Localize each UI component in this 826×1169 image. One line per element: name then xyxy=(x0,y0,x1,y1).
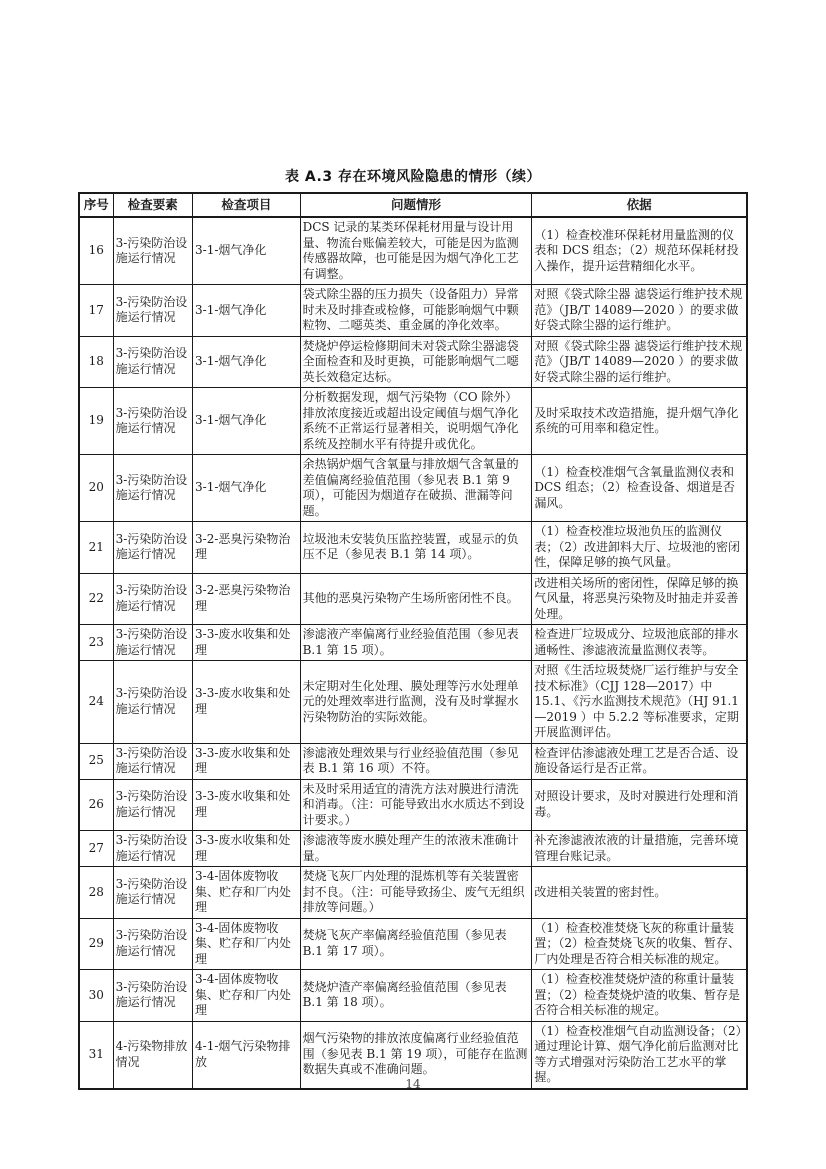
cell-problem: 焚烧飞灰产率偏离经验值范围（参见表 B.1 第 17 项）。 xyxy=(300,918,532,970)
cell-item: 3-1-烟气净化 xyxy=(193,336,301,388)
cell-basis: （1）检查校准垃圾池负压的监测仪表；（2）改进卸料大厅、垃圾池的密闭性，保障足够的换气风量。 xyxy=(532,522,747,574)
table-row xyxy=(79,522,747,574)
cell-basis: 补充渗滤液浓液的计量措施，完善环境管理台账记录。 xyxy=(532,831,747,867)
table-row xyxy=(79,455,747,522)
cell-no: 24 xyxy=(79,661,113,744)
table-row xyxy=(79,867,747,919)
cell-basis: （1）检查校准烟气含氧量监测仪表和 DCS 组态；（2）检查设备、烟道是否漏风。 xyxy=(532,455,747,522)
cell-basis: （1）检查校准环保耗材用量监测的仪表和 DCS 组态；（2）规范环保耗材投入操作，提升运营精细化水平。 xyxy=(532,217,747,285)
cell-problem: 焚烧炉渣产率偏离经验值范围（参见表 B.1 第 18 项）。 xyxy=(300,970,532,1022)
cell-item: 3-4-固体废物收集、贮存和厂内处理 xyxy=(193,970,301,1022)
cell-no: 18 xyxy=(79,336,113,388)
cell-no: 30 xyxy=(79,970,113,1022)
cell-basis: （1）检查校准焚烧炉渣的称重计量装置；（2）检查焚烧炉渣的收集、暂存是否符合相关标准的规定。 xyxy=(532,970,747,1022)
cell-no: 29 xyxy=(79,918,113,970)
cell-no: 22 xyxy=(79,573,113,625)
cell-basis: 及时采取技术改造措施，提升烟气净化系统的可用率和稳定性。 xyxy=(532,388,747,455)
header-problem: 问题情形 xyxy=(300,193,532,217)
cell-no: 16 xyxy=(79,217,113,285)
cell-no: 23 xyxy=(79,625,113,661)
cell-no: 25 xyxy=(79,743,113,779)
cell-basis: 检查评估渗滤液处理工艺是否合适、设施设备运行是否正常。 xyxy=(532,743,747,779)
cell-item: 4-1-烟气污染物排放 xyxy=(193,1021,301,1089)
cell-basis: 对照设计要求，及时对膜进行处理和消毒。 xyxy=(532,779,747,831)
table-row xyxy=(79,573,747,625)
cell-item: 3-1-烟气净化 xyxy=(193,455,301,522)
cell-basis: （1）检查校准烟气自动监测设备；（2）通过理论计算、烟气净化前后监测对比等方式增强对污染防治工艺水平的掌握。 xyxy=(532,1021,747,1089)
cell-element: 3-污染防治设施运行情况 xyxy=(113,336,192,388)
table-body xyxy=(79,217,747,1089)
cell-element: 3-污染防治设施运行情况 xyxy=(113,522,192,574)
cell-problem: 余热锅炉烟气含氧量与排放烟气含氧量的差值偏离经验值范围（参见表 B.1 第 9 项），可能因为烟道存在破损、泄漏等问题。 xyxy=(300,455,532,522)
cell-no: 26 xyxy=(79,779,113,831)
cell-item: 3-1-烟气净化 xyxy=(193,388,301,455)
cell-item: 3-2-恶臭污染物治理 xyxy=(193,573,301,625)
cell-item: 3-4-固体废物收集、贮存和厂内处理 xyxy=(193,918,301,970)
cell-item: 3-3-废水收集和处理 xyxy=(193,743,301,779)
cell-item: 3-2-恶臭污染物治理 xyxy=(193,522,301,574)
table-row xyxy=(79,217,747,285)
cell-element: 3-污染防治设施运行情况 xyxy=(113,573,192,625)
cell-item: 3-1-烟气净化 xyxy=(193,285,301,337)
risk-table xyxy=(78,192,748,1090)
cell-element: 3-污染防治设施运行情况 xyxy=(113,867,192,919)
cell-element: 3-污染防治设施运行情况 xyxy=(113,217,192,285)
cell-no: 17 xyxy=(79,285,113,337)
cell-no: 21 xyxy=(79,522,113,574)
table-row xyxy=(79,779,747,831)
cell-basis: 改进相关装置的密封性。 xyxy=(532,867,747,919)
cell-problem: 袋式除尘器的压力损失（设备阻力）异常时未及时排查或检修，可能影响烟气中颗粒物、二噁英类、重金属的净化效率。 xyxy=(300,285,532,337)
cell-problem: 未定期对生化处理、膜处理等污水处理单元的处理效率进行监测，没有及时掌握水污染物防治的实际效能。 xyxy=(300,661,532,744)
table-header xyxy=(79,193,747,217)
cell-basis: 对照《袋式除尘器 滤袋运行维护技术规范》（JB/T 14089—2020 ）的要求做好袋式除尘器的运行维护。 xyxy=(532,336,747,388)
table-row xyxy=(79,625,747,661)
cell-item: 3-3-废水收集和处理 xyxy=(193,779,301,831)
header-basis: 依据 xyxy=(532,193,747,217)
table-row xyxy=(79,831,747,867)
cell-item: 3-3-废水收集和处理 xyxy=(193,661,301,744)
cell-element: 3-污染防治设施运行情况 xyxy=(113,455,192,522)
cell-problem: DCS 记录的某类环保耗材用量与设计用量、物流台账偏差较大，可能是因为监测传感器故障，也可能是因为烟气净化工艺有调整。 xyxy=(300,217,532,285)
cell-problem: 渗滤液产率偏离行业经验值范围（参见表 B.1 第 15 项）。 xyxy=(300,625,532,661)
cell-basis: （1）检查校准焚烧飞灰的称重计量装置；（2）检查焚烧飞灰的收集、暂存、厂内处理是否符合相关标准的规定。 xyxy=(532,918,747,970)
cell-element: 3-污染防治设施运行情况 xyxy=(113,625,192,661)
cell-basis: 对照《生活垃圾焚烧厂运行维护与安全技术标准》（CJJ 128—2017）中 15.1、《污水监测技术规范》（HJ 91.1—2019 ）中 5.2.2 等标准要求，定期开展监测评估。 xyxy=(532,661,747,744)
table-row xyxy=(79,970,747,1022)
header-element: 检查要素 xyxy=(113,193,192,217)
table-row xyxy=(79,743,747,779)
cell-problem: 渗滤液等废水膜处理产生的浓液未准确计量。 xyxy=(300,831,532,867)
cell-no: 31 xyxy=(79,1021,113,1089)
cell-problem: 烟气污染物的排放浓度偏离行业经验值范围（参见表 B.1 第 19 项），可能存在监测数据失真或不准确问题。 xyxy=(300,1021,532,1089)
cell-element: 3-污染防治设施运行情况 xyxy=(113,918,192,970)
header-no: 序号 xyxy=(79,193,113,217)
cell-problem: 焚烧炉停运检修期间未对袋式除尘器滤袋全面检查和及时更换，可能影响烟气二噁英长效稳定达标。 xyxy=(300,336,532,388)
cell-element: 3-污染防治设施运行情况 xyxy=(113,970,192,1022)
cell-problem: 其他的恶臭污染物产生场所密闭性不良。 xyxy=(300,573,532,625)
cell-item: 3-3-废水收集和处理 xyxy=(193,831,301,867)
cell-element: 3-污染防治设施运行情况 xyxy=(113,743,192,779)
cell-no: 20 xyxy=(79,455,113,522)
cell-element: 3-污染防治设施运行情况 xyxy=(113,779,192,831)
table-row xyxy=(79,388,747,455)
cell-basis: 改进相关场所的密闭性，保障足够的换气风量，将恶臭污染物及时抽走并妥善处理。 xyxy=(532,573,747,625)
cell-problem: 未及时采用适宜的清洗方法对膜进行清洗和消毒。（注：可能导致出水水质达不到设计要求。） xyxy=(300,779,532,831)
cell-problem: 垃圾池未安装负压监控装置，或显示的负压不足（参见表 B.1 第 14 项）。 xyxy=(300,522,532,574)
header-item: 检查项目 xyxy=(193,193,301,217)
cell-problem: 焚烧飞灰厂内处理的混炼机等有关装置密封不良。（注：可能导致扬尘、废气无组织排放等问题。） xyxy=(300,867,532,919)
table-row xyxy=(79,661,747,744)
table-title: 表 A.3 存在环境风险隐患的情形（续） xyxy=(285,169,541,185)
cell-item: 3-3-废水收集和处理 xyxy=(193,625,301,661)
cell-item: 3-4-固体废物收集、贮存和厂内处理 xyxy=(193,867,301,919)
cell-element: 3-污染防治设施运行情况 xyxy=(113,388,192,455)
cell-element: 4-污染物排放情况 xyxy=(113,1021,192,1089)
cell-no: 28 xyxy=(79,867,113,919)
cell-no: 19 xyxy=(79,388,113,455)
cell-element: 3-污染防治设施运行情况 xyxy=(113,285,192,337)
cell-element: 3-污染防治设施运行情况 xyxy=(113,831,192,867)
cell-problem: 渗滤液处理效果与行业经验值范围（参见表 B.1 第 16 项）不符。 xyxy=(300,743,532,779)
cell-no: 27 xyxy=(79,831,113,867)
table-row xyxy=(79,336,747,388)
page-number: 14 xyxy=(405,1077,421,1091)
cell-basis: 对照《袋式除尘器 滤袋运行维护技术规范》（JB/T 14089—2020 ）的要求做好袋式除尘器的运行维护。 xyxy=(532,285,747,337)
cell-problem: 分析数据发现，烟气污染物（CO 除外）排放浓度接近或超出设定阈值与烟气净化系统不正常运行显著相关，说明烟气净化系统及控制水平有待提升或优化。 xyxy=(300,388,532,455)
table-row xyxy=(79,285,747,337)
cell-element: 3-污染防治设施运行情况 xyxy=(113,661,192,744)
header-row xyxy=(79,193,747,217)
cell-basis: 检查进厂垃圾成分、垃圾池底部的排水通畅性、渗滤液流量监测仪表等。 xyxy=(532,625,747,661)
table-row xyxy=(79,918,747,970)
cell-item: 3-1-烟气净化 xyxy=(193,217,301,285)
